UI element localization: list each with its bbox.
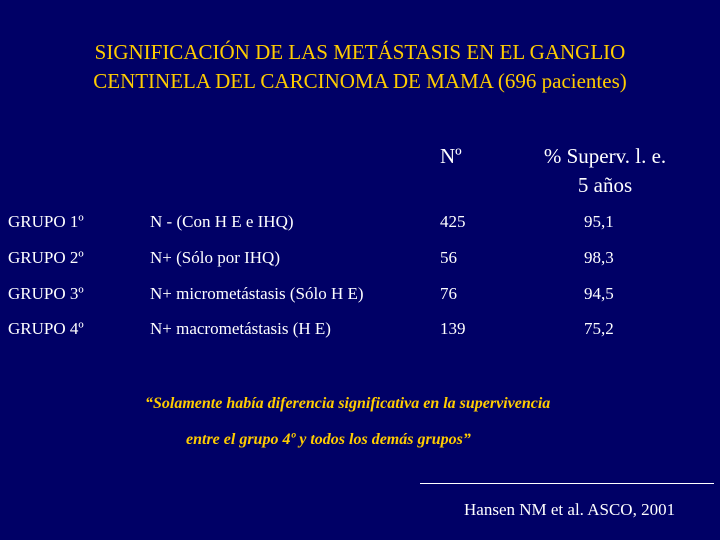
survival-percent: 98,3	[584, 248, 614, 267]
header-survival	[520, 142, 690, 200]
patient-count: 425	[440, 212, 466, 231]
header-n: Nº	[440, 144, 462, 168]
group-description: N+ micrometástasis (Sólo H E)	[150, 284, 364, 303]
group-label: GRUPO 1º	[8, 212, 84, 231]
group-label: GRUPO 2º	[8, 248, 84, 267]
survival-percent: 75,2	[584, 319, 614, 338]
slide-title	[0, 38, 720, 96]
citation-divider	[420, 483, 714, 484]
patient-count: 76	[440, 284, 457, 303]
group-label: GRUPO 4º	[8, 319, 84, 338]
group-description: N - (Con H E e IHQ)	[150, 212, 294, 231]
patient-count: 139	[440, 319, 466, 338]
quote-line-2: entre el grupo 4º y todos los demás grupos”	[186, 431, 471, 448]
patient-count: 56	[440, 248, 457, 267]
group-description: N+ macrometástasis (H E)	[150, 319, 331, 338]
citation: Hansen NM et al. ASCO, 2001	[464, 500, 676, 519]
group-label: GRUPO 3º	[8, 284, 84, 303]
header-survival-line-2: 5 años	[577, 173, 633, 197]
quote-line-1: “Solamente había diferencia significativa en la supervivencia	[145, 395, 551, 412]
survival-percent: 94,5	[584, 284, 614, 303]
title-line-1: SIGNIFICACIÓN DE LAS METÁSTASIS EN EL GANGLIO	[94, 40, 626, 64]
header-survival-line-1: % Superv. l. e.	[543, 144, 667, 168]
group-description: N+ (Sólo por IHQ)	[150, 248, 280, 267]
survival-percent: 95,1	[584, 212, 614, 231]
title-line-2: CENTINELA DEL CARCINOMA DE MAMA (696 pacientes)	[93, 69, 627, 93]
